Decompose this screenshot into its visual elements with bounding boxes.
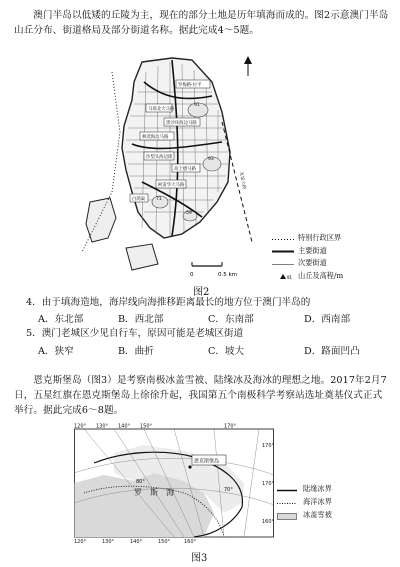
figure3-caption: 图3 (191, 553, 208, 564)
top-tick: 120° (74, 423, 87, 430)
boundary-line-icon (272, 235, 294, 242)
street-label: 黑沙环海边马路 (166, 121, 197, 126)
street-label: 沙梨头海边街 (146, 155, 173, 160)
street-label: 罗梅路·拉平 (178, 83, 202, 88)
legend-item: 陆缘冰界 (277, 482, 332, 495)
bottom-tick: 140° (130, 539, 143, 543)
question-4-options (38, 311, 388, 325)
top-tick: 140° (118, 423, 131, 430)
figure2-legend (272, 232, 343, 282)
option-d[interactable]: D．西南部 (304, 314, 351, 325)
station-site-marker (188, 465, 191, 468)
option-b[interactable]: B．西北部 (118, 314, 164, 325)
question-5-stem: 5．澳门老城区少见自行车，原因可能是老城区街道 (26, 328, 244, 339)
main-street-icon (272, 247, 294, 254)
figure3-ross-sea-map (74, 423, 274, 543)
elevation-label: 91 (194, 103, 200, 108)
bottom-tick: 120° (74, 539, 87, 543)
ice-sheet-snow-icon (277, 511, 297, 518)
legend-item: 特别行政区界 (272, 232, 343, 245)
bridge-label: 友谊大桥 (238, 171, 247, 190)
street-label: 马场北大马路 (148, 107, 175, 112)
legend-item: 冰盖雪被 (277, 508, 332, 521)
longitude-label: 170° (262, 443, 274, 449)
latitude-label: 80° (136, 479, 145, 485)
secondary-street-icon (272, 260, 294, 267)
hill-elevation-icon (272, 272, 294, 279)
option-b[interactable]: B．曲折 (118, 346, 154, 357)
legend-item: 主要街道 (272, 245, 343, 258)
longitude-label: 170° (224, 423, 237, 430)
legend-item: 91 山丘及高程/m (272, 270, 343, 283)
street-label: 柯雷华大马路 (158, 183, 185, 188)
bottom-tick: 160° (184, 539, 197, 543)
sea-ice-boundary-icon (277, 498, 297, 505)
scale-bar (190, 262, 237, 278)
passage-intro-macau: 澳门半岛以低矮的丘陵为主，现在的部分土地是历年填海而成的。图2示意澳门半岛山丘分布、街道格局及部分街道名称。据此完成4～5题。 (14, 10, 389, 36)
island-label: 恩克斯堡岛 (194, 458, 220, 465)
svg-text:0: 0 (190, 272, 194, 278)
bottom-tick: 150° (158, 539, 171, 543)
option-c[interactable]: C．东南部 (208, 314, 254, 325)
figure2-macau-map (72, 52, 268, 280)
option-a[interactable]: A．狭窄 (38, 346, 74, 357)
street-label: 高士德马路 (174, 167, 196, 172)
north-arrow-icon (244, 56, 252, 76)
svg-text:91: 91 (287, 275, 293, 281)
street-label: 林茂海边马路 (142, 135, 169, 140)
svg-text:0.5 km: 0.5 km (218, 272, 238, 278)
option-c[interactable]: C．坡大 (208, 346, 245, 357)
bottom-tick: 130° (102, 539, 115, 543)
land-ice-boundary-icon (277, 485, 297, 492)
legend-item: 海洋冰界 (277, 495, 332, 508)
option-a[interactable]: A．东北部 (38, 314, 84, 325)
legend-item: 次要街道 (272, 257, 343, 270)
question-5-options (38, 343, 388, 357)
question-4-stem: 4．由于填海造地，海岸线向海推移距离最长的地方位于澳门半岛的 (26, 297, 311, 308)
elevation-label: 93 (208, 157, 214, 162)
option-d[interactable]: D．路面凹凸 (304, 346, 360, 357)
top-tick: 150° (140, 423, 153, 430)
elevation-label: 71 (156, 197, 162, 202)
figure3-legend (277, 482, 332, 521)
sea-label: 罗斯海 (134, 488, 182, 497)
elevation-label: 59 (186, 211, 192, 216)
latitude-label: 70° (224, 487, 233, 493)
top-tick: 130° (96, 423, 109, 430)
passage-intro-antarctica: 恩克斯堡岛（图3）是考察南极冰盖雪被、陆缘冰及海冰的理想之地。2017年2月7日，五星红旗在恩克斯堡岛上徐徐升起，我国第五个南极科学考察站选址奠基仪式正式举行。据此完成6～8题。 (14, 375, 387, 416)
longitude-label: 170° (262, 481, 274, 487)
figure2-caption: 图2 (193, 287, 210, 298)
longitude-label: 160° (262, 519, 274, 525)
street-label: 白鸽巢 (132, 197, 146, 202)
